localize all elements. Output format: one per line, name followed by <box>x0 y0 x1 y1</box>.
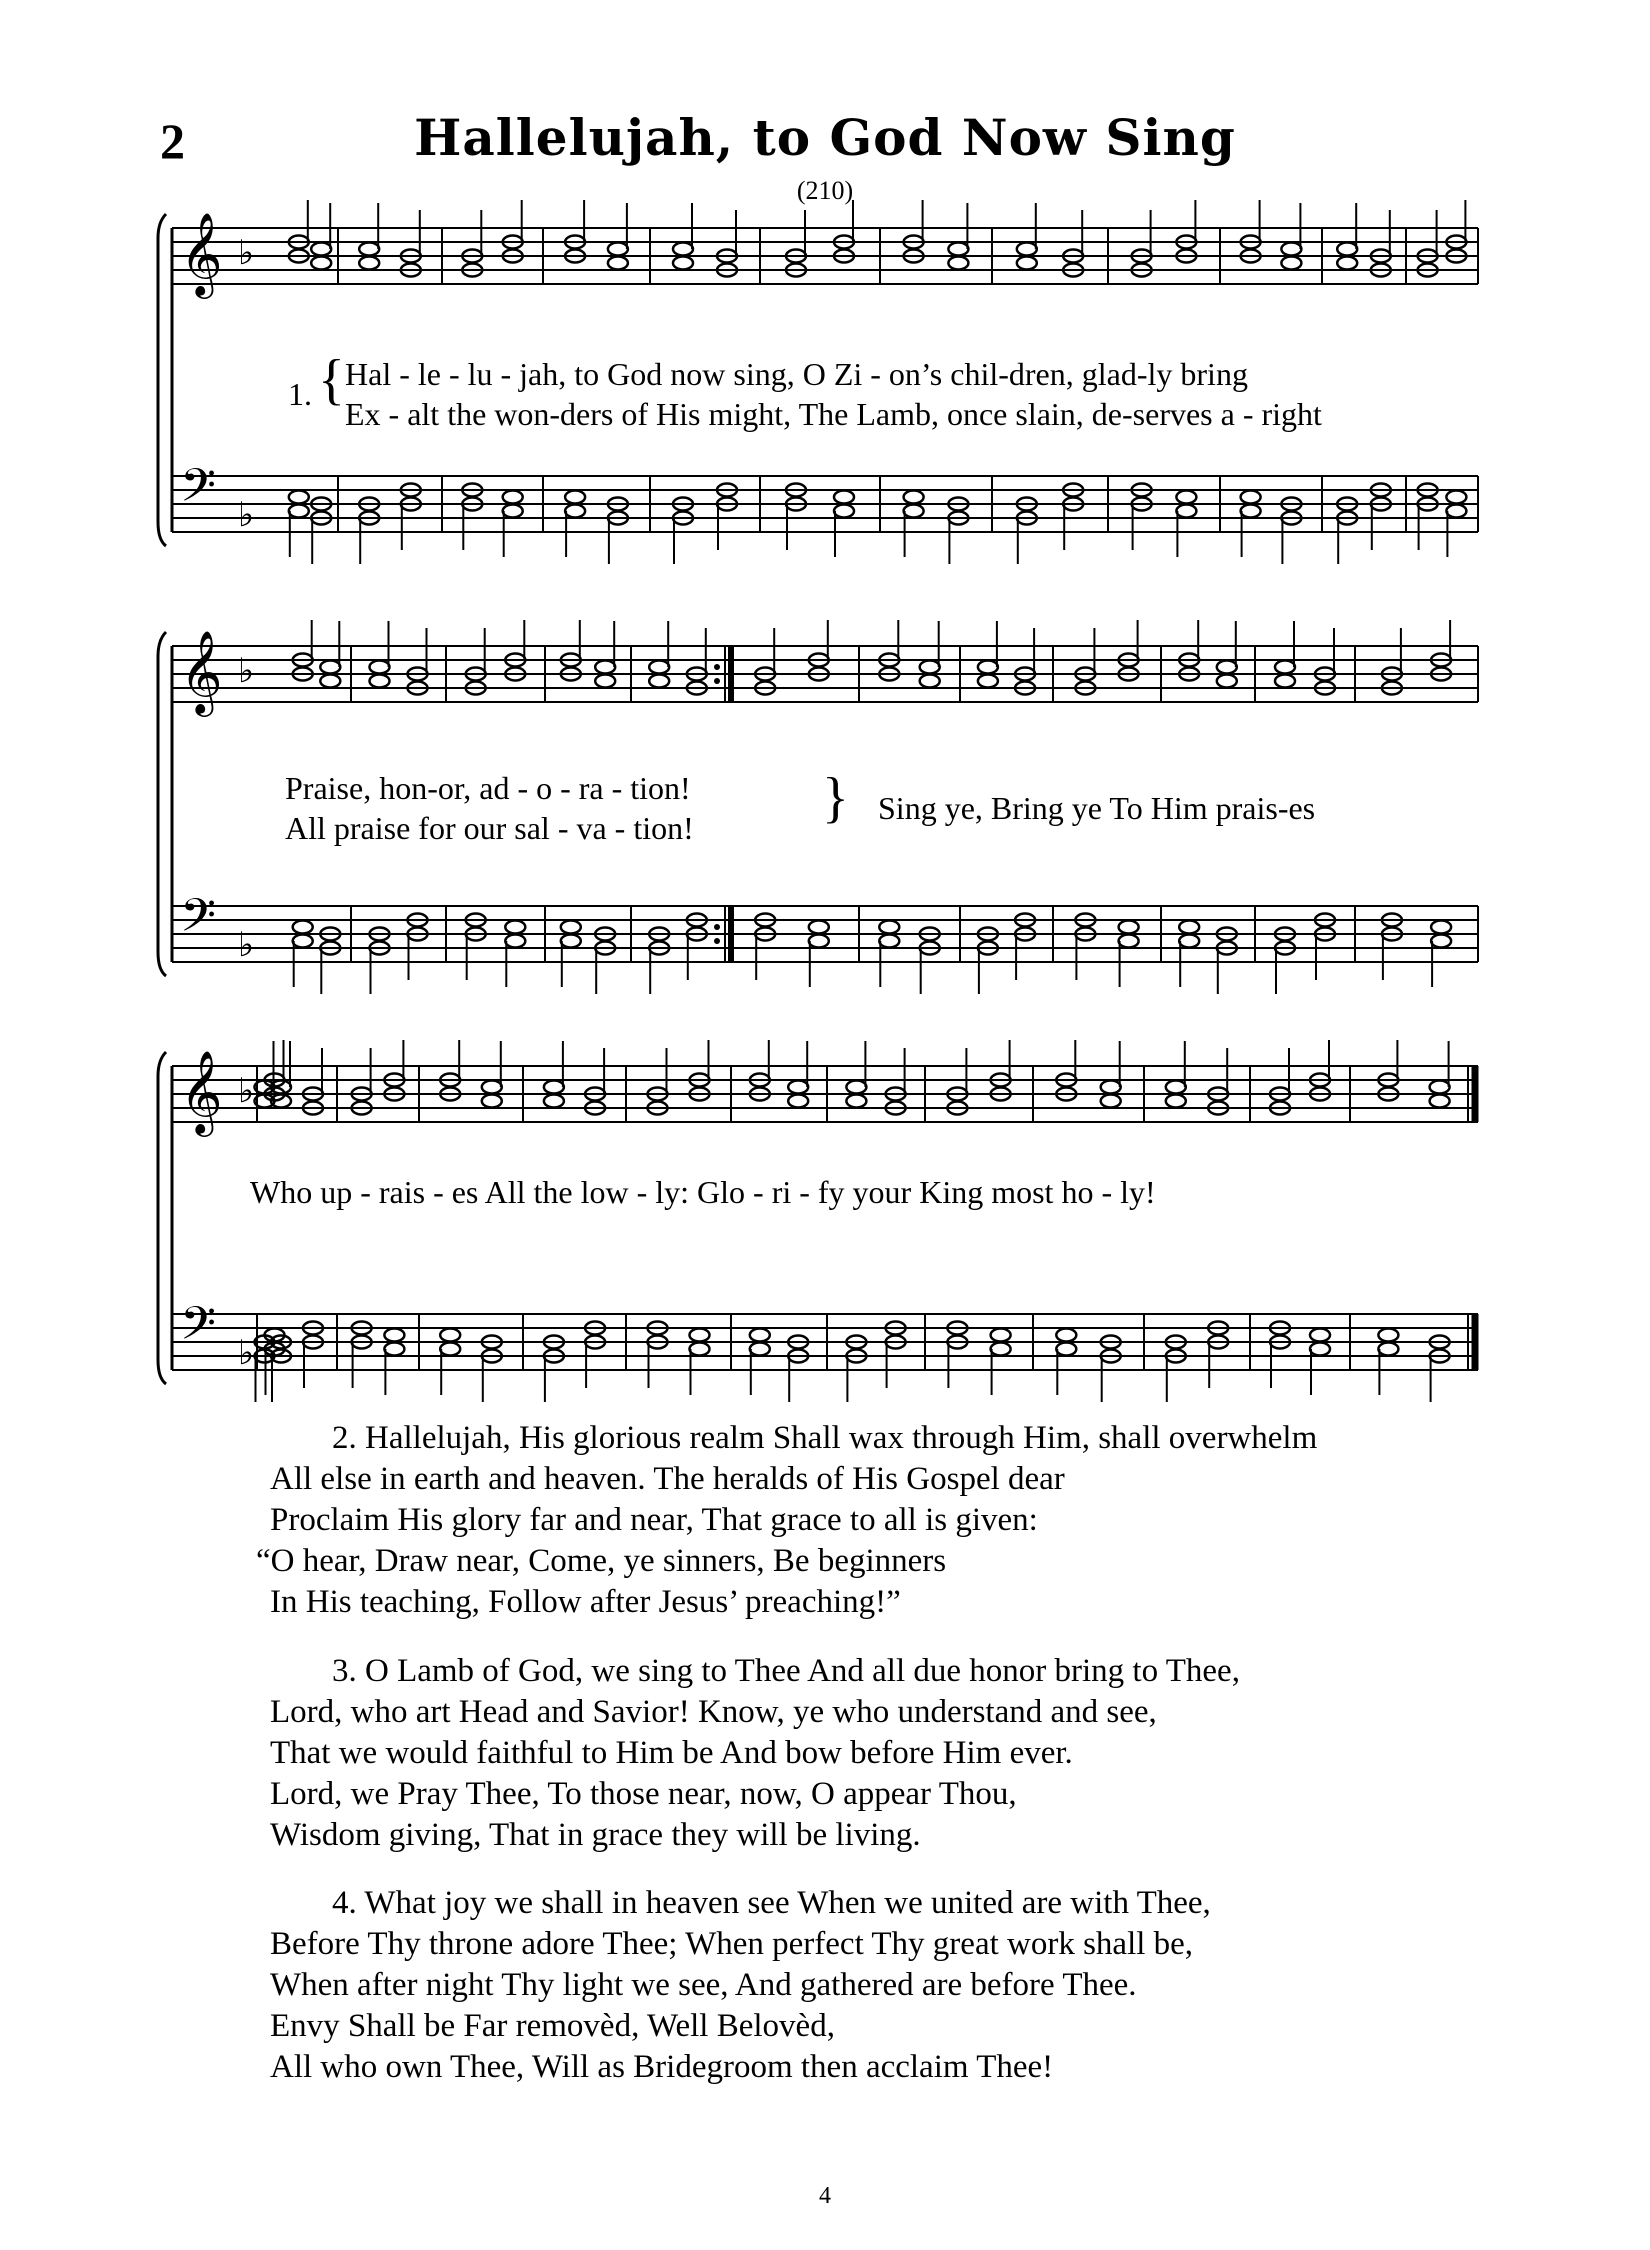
treble-clef: 𝄞 <box>180 629 223 713</box>
stanza-line: 3. O Lamb of God, we sing to Thee And all due honor bring to Thee, <box>332 1653 1240 1689</box>
treble-clef: 𝄞 <box>180 211 223 295</box>
verse-number: 1. <box>288 376 312 412</box>
note-head <box>311 257 331 270</box>
note-head <box>440 1329 460 1342</box>
repeat-dot <box>714 924 720 930</box>
lyric-line: Ex - alt the won-ders of His might, The Lamb, once slain, de-serves a - right <box>345 396 1322 432</box>
note-head <box>991 1329 1011 1342</box>
note-head <box>320 661 340 674</box>
verse-brace: { <box>318 349 345 411</box>
stanza-4 <box>270 1883 1570 2088</box>
note-head <box>948 257 968 270</box>
note-head <box>750 1343 770 1356</box>
note-head <box>370 661 390 674</box>
note-head <box>1337 257 1357 270</box>
tune-number: (210) <box>796 176 854 205</box>
note-head <box>809 935 829 948</box>
note-head <box>649 661 669 674</box>
note-head <box>904 505 924 518</box>
note-head <box>311 243 331 256</box>
note-head <box>440 1343 460 1356</box>
note-head <box>595 661 615 674</box>
note-head <box>1241 505 1261 518</box>
repeat-dot <box>714 664 720 670</box>
note-head <box>293 921 313 934</box>
note-head <box>1337 243 1357 256</box>
note-head <box>595 675 615 688</box>
note-head <box>1281 243 1301 256</box>
lyric-line: Praise, hon-or, ad - o - ra - tion! <box>285 770 691 806</box>
stanza-line: In His teaching, Follow after Jesus’ preaching!” <box>270 1584 901 1620</box>
note-head <box>359 243 379 256</box>
note-head <box>673 243 693 256</box>
note-head <box>750 1329 770 1342</box>
note-head <box>1431 935 1451 948</box>
note-head <box>1281 257 1301 270</box>
stanza-line: All else in earth and heaven. The heralds of His Gospel dear <box>270 1461 1065 1497</box>
note-head <box>1446 505 1466 518</box>
flat-sign: ♭ <box>238 651 255 691</box>
stanza-line: Before Thy throne adore Thee; When perfect Thy great work shall be, <box>270 1926 1194 1962</box>
note-head <box>1275 661 1295 674</box>
bass-clef: 𝄢 <box>180 459 217 524</box>
note-head <box>565 505 585 518</box>
note-head <box>673 257 693 270</box>
music-system-3 <box>0 1040 1650 1440</box>
music-system-2 <box>0 620 1650 1020</box>
note-head <box>1017 243 1037 256</box>
note-head <box>1310 1329 1330 1342</box>
note-head <box>1446 491 1466 504</box>
note-head <box>608 243 628 256</box>
note-head <box>503 491 523 504</box>
stanza-line: Proclaim His glory far and near, That grace to all is given: <box>270 1502 1038 1538</box>
note-head <box>289 491 309 504</box>
flat-sign: ♭ <box>238 1333 255 1373</box>
score-system-3 <box>0 1040 1650 1440</box>
lyric-line: All praise for our sal - va - tion! <box>285 810 694 846</box>
note-head <box>1310 1343 1330 1356</box>
note-head <box>384 1343 404 1356</box>
note-head <box>904 491 924 504</box>
note-head <box>503 505 523 518</box>
lyric-line: Hal - le - lu - jah, to God now sing, O Zi - on’s chil-dren, glad-ly bring <box>345 356 1248 392</box>
note-head <box>690 1343 710 1356</box>
note-head <box>846 1081 866 1094</box>
note-head <box>788 1095 808 1108</box>
repeat-dot <box>714 678 720 684</box>
note-head <box>1179 935 1199 948</box>
note-head <box>1119 935 1139 948</box>
note-head <box>1101 1081 1121 1094</box>
note-head <box>879 935 899 948</box>
flat-sign: ♭ <box>238 925 255 965</box>
note-head <box>384 1329 404 1342</box>
note-head <box>1275 675 1295 688</box>
stanza-3 <box>270 1651 1570 1856</box>
note-head <box>505 935 525 948</box>
system-bracket <box>158 214 166 546</box>
note-head <box>978 661 998 674</box>
note-head <box>293 935 313 948</box>
note-head <box>1176 491 1196 504</box>
note-head <box>1431 921 1451 934</box>
note-head <box>561 935 581 948</box>
bass-clef: 𝄢 <box>180 1297 217 1362</box>
note-head <box>690 1329 710 1342</box>
note-head <box>320 675 340 688</box>
note-head <box>544 1081 564 1094</box>
bass-clef: 𝄢 <box>180 889 217 954</box>
note-head <box>561 921 581 934</box>
note-head <box>359 257 379 270</box>
stanza-line: Lord, who art Head and Savior! Know, ye who understand and see, <box>270 1694 1157 1730</box>
note-head <box>920 661 940 674</box>
stanza-line: “O hear, Draw near, Come, ye sinners, Be beginners <box>256 1543 947 1579</box>
note-head <box>879 921 899 934</box>
note-head <box>1166 1081 1186 1094</box>
note-head <box>1176 505 1196 518</box>
lyric-line: Who up - rais - es All the low - ly: Glo - ri - fy your King most ho - ly! <box>250 1174 1156 1210</box>
hymn-title: Hallelujah, to God Now Sing <box>414 108 1236 167</box>
page-number: 4 <box>819 2183 831 2209</box>
note-head <box>834 505 854 518</box>
note-head <box>978 675 998 688</box>
note-head <box>1378 1343 1398 1356</box>
repeat-dot <box>714 938 720 944</box>
stanza-line: 2. Hallelujah, His glorious realm Shall wax through Him, shall overwhelm <box>332 1420 1318 1456</box>
note-head <box>649 675 669 688</box>
note-head <box>482 1095 502 1108</box>
stanza-line: When after night Thy light we see, And gathered are before Thee. <box>270 1967 1137 2003</box>
note-head <box>1166 1095 1186 1108</box>
note-head <box>1056 1343 1076 1356</box>
stanza-line: Wisdom giving, That in grace they will be living. <box>270 1817 921 1853</box>
note-head <box>788 1081 808 1094</box>
flat-sign: ♭ <box>238 233 255 273</box>
flat-sign: ♭ <box>238 1071 255 1111</box>
note-head <box>920 675 940 688</box>
note-head <box>544 1095 564 1108</box>
note-head <box>809 921 829 934</box>
note-head <box>1430 1095 1450 1108</box>
note-head <box>1179 921 1199 934</box>
treble-clef: 𝄞 <box>180 1049 223 1133</box>
note-head <box>991 1343 1011 1356</box>
note-head <box>948 243 968 256</box>
stanza-2 <box>256 1418 1570 1623</box>
note-head <box>370 675 390 688</box>
system-bracket <box>158 1052 166 1384</box>
note-head <box>1241 491 1261 504</box>
note-head <box>289 505 309 518</box>
stanza-line: That we would faithful to Him be And bow before Him ever. <box>270 1735 1073 1771</box>
note-head <box>846 1095 866 1108</box>
note-head <box>1056 1329 1076 1342</box>
note-head <box>565 491 585 504</box>
note-head <box>1217 661 1237 674</box>
stanza-line: Envy Shall be Far removèd, Well Belovèd, <box>270 2008 835 2044</box>
flat-sign: ♭ <box>238 495 255 535</box>
stanza-line: Lord, we Pray Thee, To those near, now, O appear Thou, <box>270 1776 1017 1812</box>
stanza-line: All who own Thee, Will as Bridegroom then acclaim Thee! <box>270 2049 1054 2085</box>
stanza-line: 4. What joy we shall in heaven see When we united are with Thee, <box>332 1885 1211 1921</box>
note-head <box>482 1081 502 1094</box>
note-head <box>834 491 854 504</box>
note-head <box>1430 1081 1450 1094</box>
note-head <box>608 257 628 270</box>
note-head <box>1119 921 1139 934</box>
note-head <box>1017 257 1037 270</box>
note-head <box>1217 675 1237 688</box>
hymn-number: 2 <box>160 113 185 169</box>
note-head <box>505 921 525 934</box>
lyric-refrain: Sing ye, Bring ye To Him prais-es <box>878 790 1316 826</box>
verse-brace-close: } <box>822 767 849 829</box>
note-head <box>1378 1329 1398 1342</box>
music-system-1 <box>0 200 1650 600</box>
note-head <box>1101 1095 1121 1108</box>
system-bracket <box>158 632 166 976</box>
